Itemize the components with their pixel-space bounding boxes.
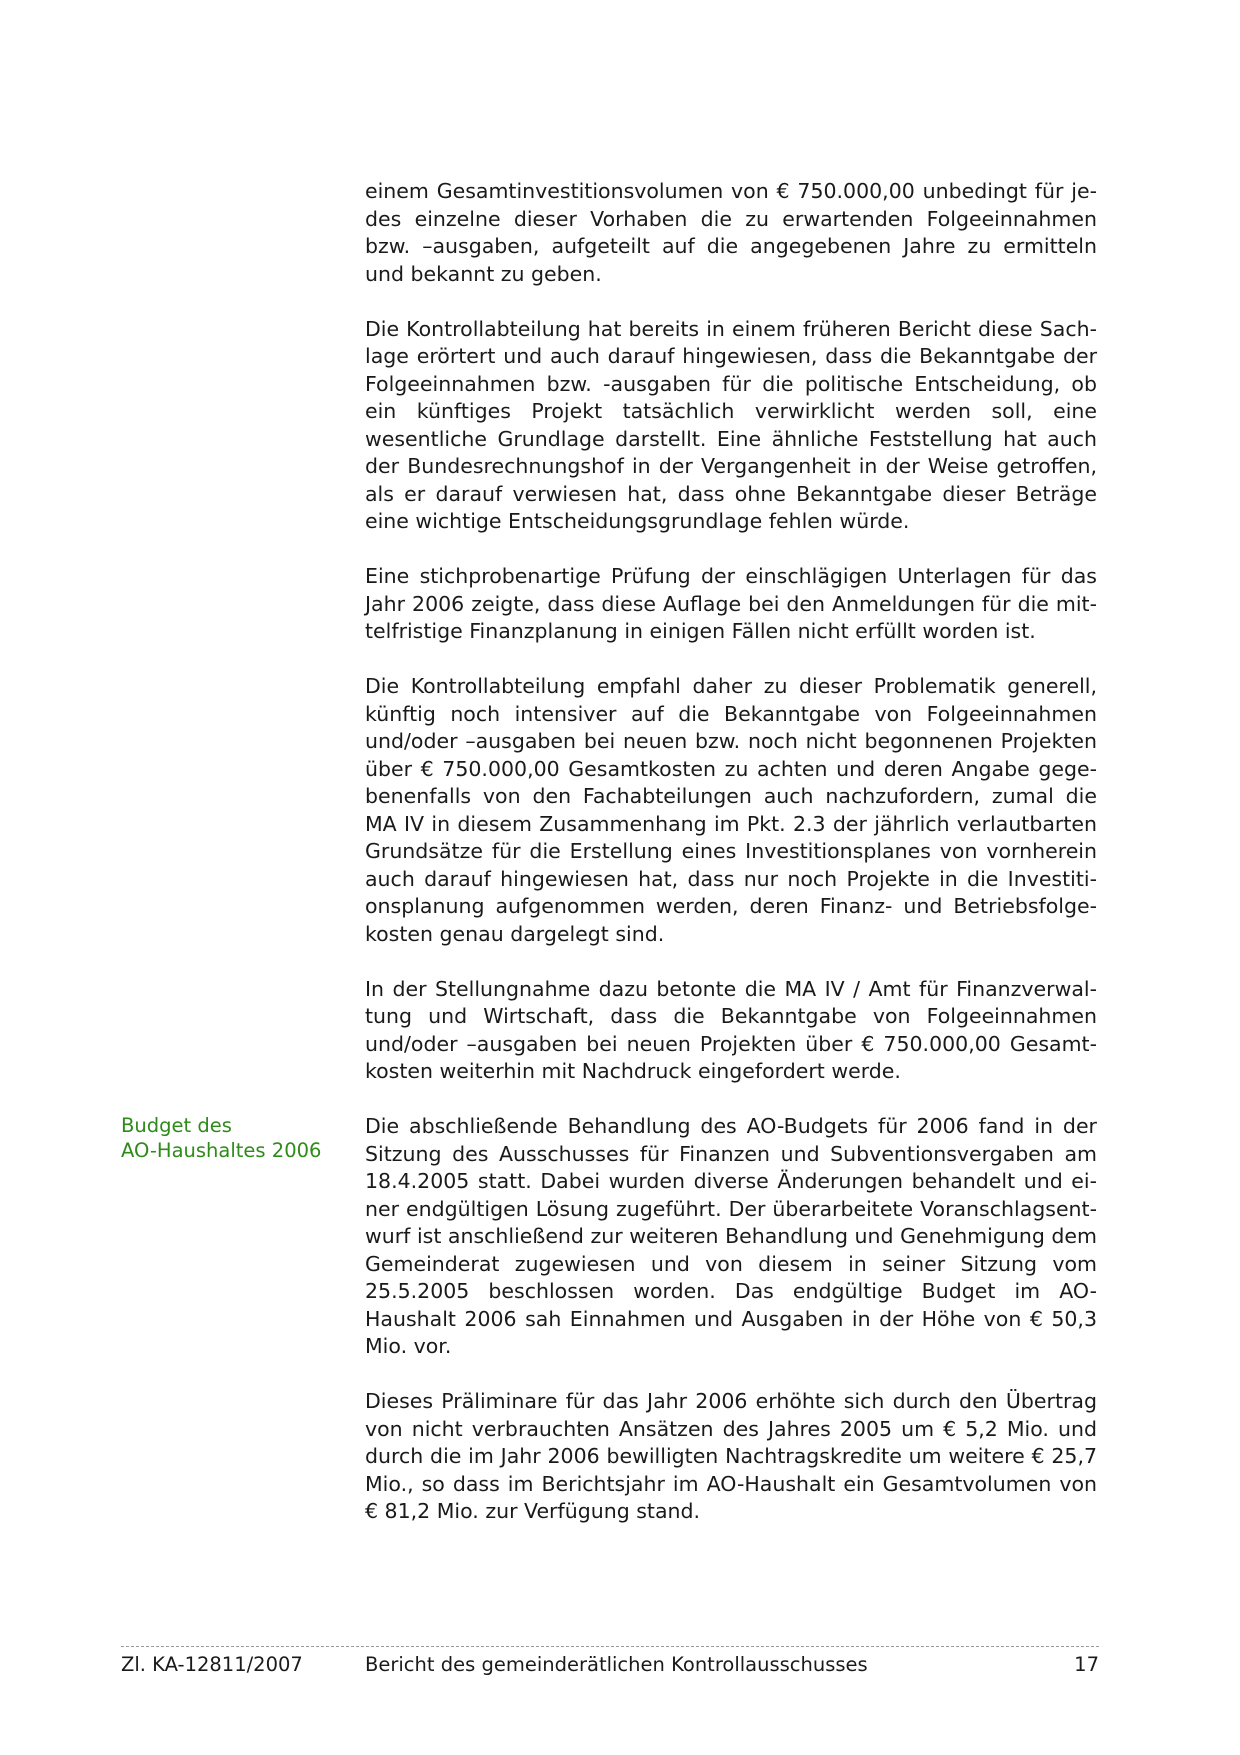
paragraph-5: In der Stellungnahme dazu betonte die MA IV / Amt für Finanzverwaltung und Wirtschaft, dass die Bekanntgabe von Folgeeinnahmen und/oder –ausgaben bei neuen Projekten über € 750.000,00 Gesamtkosten weiterhin mit Nachdruck eingefordert werde. (365, 976, 1097, 1083)
margin-note-line-2: AO-Haushaltes 2006 (121, 1139, 322, 1162)
margin-note-line-1: Budget des (121, 1114, 232, 1137)
paragraph-3: Eine stichprobenartige Prüfung der einschlägigen Unterlagen für das Jahr 2006 zeigte, dass diese Auflage bei den Anmeldungen für die mittelfristige Finanzplanung in einigen Fällen nicht erfüllt worden ist. (365, 564, 1097, 643)
page-footer (121, 1650, 1099, 1680)
body-text (365, 178, 1097, 1526)
paragraph-7: Dieses Präliminare für das Jahr 2006 erhöhte sich durch den Übertrag von nicht verbrauchten Ansätzen des Jahres 2005 um € 5,2 Mio. und durch die im Jahr 2006 bewilligten Nachtragskredite um weitere € 25,7 Mio., so dass im Berichtsjahr im AO-Haushalt ein Gesamtvolumen von € 81,2 Mio. zur Verfügung stand. (365, 1389, 1097, 1523)
document-reference: Zl. KA-12811/2007 (121, 1653, 303, 1676)
paragraph-1: einem Gesamtinvestitionsvolumen von € 750.000,00 unbedingt für jedes einzelne dieser Vorhaben die zu erwartenden Folgeeinnahmen bzw. –ausgaben, aufgeteilt auf die angegebenen Jahre zu ermitteln und bekannt zu geben. (365, 179, 1097, 286)
paragraph-4: Die Kontrollabteilung empfahl daher zu dieser Problematik generell, künftig noch intensiver auf die Bekanntgabe von Folgeeinnahmen und/oder –ausgaben bei neuen bzw. noch nicht begonnenen Projekten über € 750.000,00 Gesamtkosten zu achten und deren Angabe gegebenenfalls von den Fachabteilungen auch nachzufordern, zumal die MA IV in diesem Zusammenhang im Pkt. 2.3 der jährlich verlautbarten Grundsätze für die Erstellung eines Investitionsplanes von vornherein auch darauf hingewiesen hat, dass nur noch Projekte in die Investitionsplanung aufgenommen werden, deren Finanz- und Betriebsfolgekosten genau dargelegt sind. (365, 674, 1097, 946)
page-number: 17 (1074, 1653, 1099, 1676)
report-title: Bericht des gemeinderätlichen Kontrollausschusses (365, 1653, 868, 1676)
footer-divider (121, 1646, 1099, 1647)
paragraph-2: Die Kontrollabteilung hat bereits in einem früheren Bericht diese Sachlage erörtert und auch darauf hingewiesen, dass die Bekanntgabe der Folgeeinnahmen bzw. -ausgaben für die politische Entscheidung, ob ein künftiges Projekt tatsächlich verwirklicht werden soll, eine wesentliche Grundlage darstellt. Eine ähnliche Feststellung hat auch der Bundesrechnungshof in der Vergangenheit in der Weise getroffen, als er darauf verwiesen hat, dass ohne Bekanntgabe dieser Beträge eine wichtige Entscheidungsgrundlage fehlen würde. (365, 316, 1097, 533)
margin-note (121, 1113, 336, 1163)
paragraph-6: Die abschließende Behandlung des AO-Budgets für 2006 fand in der Sitzung des Ausschusses für Finanzen und Subventionsvergaben am 18.4.2005 statt. Dabei wurden diverse Änderungen behandelt und einer endgültigen Lösung zugeführt. Der überarbeitete Voranschlagsentwurf ist anschließend zur weiteren Behandlung und Genehmigung dem Gemeinderat zugewiesen und von diesem in seiner Sitzung vom 25.5.2005 beschlossen worden. Das endgültige Budget im AO-Haushalt 2006 sah Einnahmen und Ausgaben in der Höhe von € 50,3 Mio. vor. (365, 1114, 1097, 1358)
